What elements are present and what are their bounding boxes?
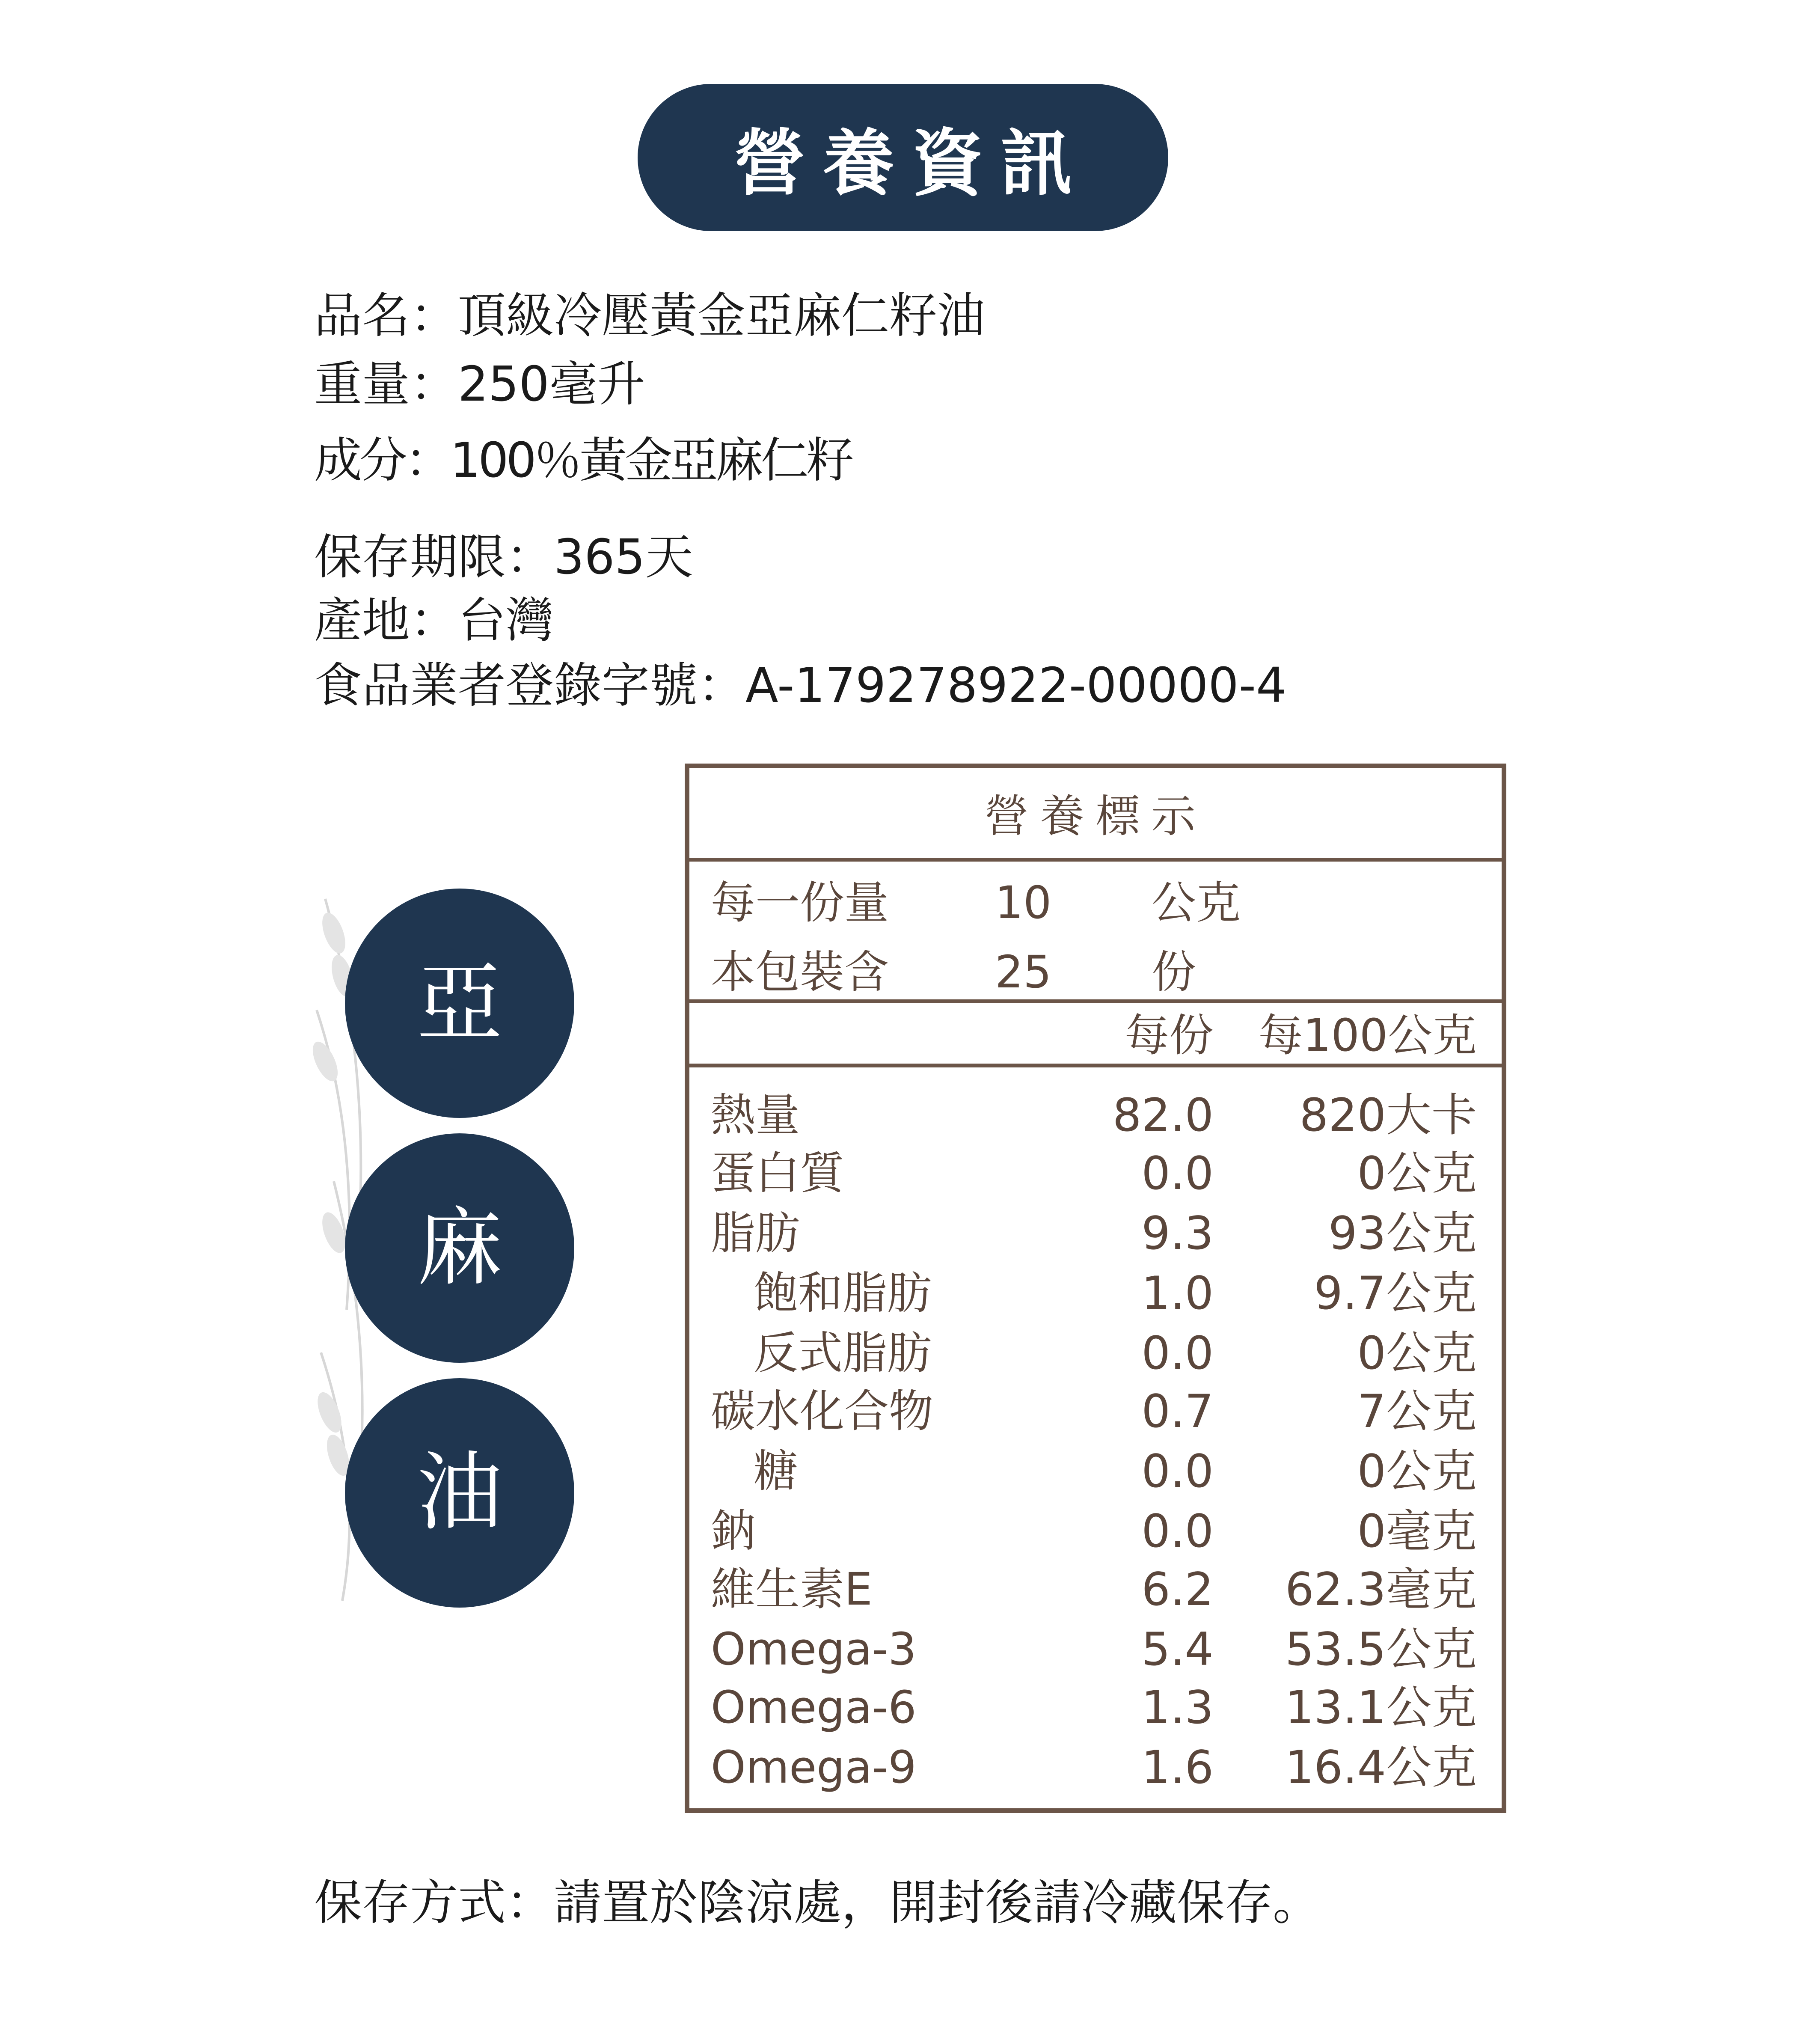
nutrient-per-100g: 16.4公克 — [1285, 1741, 1477, 1794]
nutrient-per-100g: 0公克 — [1357, 1327, 1477, 1379]
registration-number: 食品業者登錄字號：A-179278922-00000-4 — [314, 658, 1287, 713]
badge-char: 油 — [416, 1443, 502, 1543]
servings-unit: 份 — [1152, 946, 1197, 998]
nutrient-per-100g: 62.3毫克 — [1285, 1563, 1477, 1616]
badge-circle — [345, 889, 574, 1118]
badge-circle — [345, 1133, 574, 1363]
nutrient-per-serving: 0.0 — [1141, 1505, 1214, 1558]
nutrient-name: Omega-9 — [711, 1741, 917, 1793]
nutrient-per-100g: 7公克 — [1357, 1385, 1477, 1438]
divider — [689, 858, 1502, 862]
nutrient-name: 飽和脂肪 — [754, 1267, 932, 1319]
nutrient-per-100g: 53.5公克 — [1285, 1623, 1477, 1676]
nutrient-name: 碳水化合物 — [711, 1385, 934, 1437]
nutrient-per-serving: 1.3 — [1141, 1681, 1214, 1734]
column-header-per-100g: 每100公克 — [1258, 1009, 1477, 1061]
nutrition-title: 營養標示 — [984, 790, 1207, 842]
nutrient-per-serving: 1.0 — [1141, 1267, 1214, 1320]
serving-label: 每一份量 — [711, 877, 889, 929]
nutrient-per-100g: 0公克 — [1357, 1445, 1477, 1498]
nutrient-name: 蛋白質 — [711, 1147, 845, 1199]
nutrition-table — [685, 764, 1506, 1813]
servings-value: 25 — [995, 946, 1052, 998]
nutrient-per-serving: 0.7 — [1141, 1385, 1214, 1438]
shelf-life: 保存期限：365天 — [314, 529, 693, 585]
nutrient-per-100g: 0公克 — [1357, 1147, 1477, 1200]
nutrient-per-serving: 0.0 — [1141, 1445, 1214, 1498]
nutrient-per-serving: 9.3 — [1141, 1207, 1214, 1260]
ingredients: 成分：100％黃金亞麻仁籽 — [314, 433, 852, 488]
nutrient-per-100g: 9.7公克 — [1314, 1267, 1477, 1320]
nutrient-per-100g: 13.1公克 — [1285, 1681, 1477, 1734]
nutrient-per-serving: 1.6 — [1141, 1741, 1214, 1794]
nutrient-name: 脂肪 — [711, 1207, 800, 1259]
nutrient-name: Omega-6 — [711, 1681, 917, 1733]
nutrient-per-serving: 0.0 — [1141, 1147, 1214, 1200]
storage-instructions: 保存方式：請置於陰涼處，開封後請冷藏保存。 — [314, 1875, 1321, 1931]
nutrient-name: 糖 — [754, 1445, 799, 1497]
servings-label: 本包裝含 — [711, 946, 889, 998]
nutrient-name: 鈉 — [711, 1505, 756, 1557]
nutrient-name: 熱量 — [711, 1089, 800, 1141]
nutrient-name: Omega-3 — [711, 1623, 917, 1675]
nutrient-per-serving: 82.0 — [1112, 1089, 1214, 1141]
badge-char: 亞 — [416, 953, 502, 1053]
nutrient-per-serving: 5.4 — [1141, 1623, 1214, 1676]
nutrient-per-100g: 0毫克 — [1357, 1505, 1477, 1558]
serving-value: 10 — [995, 877, 1052, 929]
page-title: 營養資訊 — [733, 121, 1090, 205]
badge-char: 麻 — [416, 1198, 502, 1298]
divider — [689, 999, 1502, 1003]
column-header-per-serving: 每份 — [1124, 1009, 1214, 1061]
origin: 產地：台灣 — [314, 593, 554, 648]
nutrient-name: 維生素E — [711, 1563, 873, 1615]
nutrient-name: 反式脂肪 — [754, 1327, 932, 1379]
serving-unit: 公克 — [1152, 877, 1241, 929]
nutrient-per-serving: 6.2 — [1141, 1563, 1214, 1616]
badge-circle — [345, 1378, 574, 1608]
product-name: 品名：頂級冷壓黃金亞麻仁籽油 — [314, 288, 985, 344]
nutrient-per-serving: 0.0 — [1141, 1327, 1214, 1379]
weight: 重量：250毫升 — [314, 357, 645, 412]
title-pill — [638, 84, 1168, 231]
divider — [689, 1064, 1502, 1067]
nutrient-per-100g: 820大卡 — [1299, 1089, 1477, 1141]
nutrient-per-100g: 93公克 — [1328, 1207, 1477, 1260]
